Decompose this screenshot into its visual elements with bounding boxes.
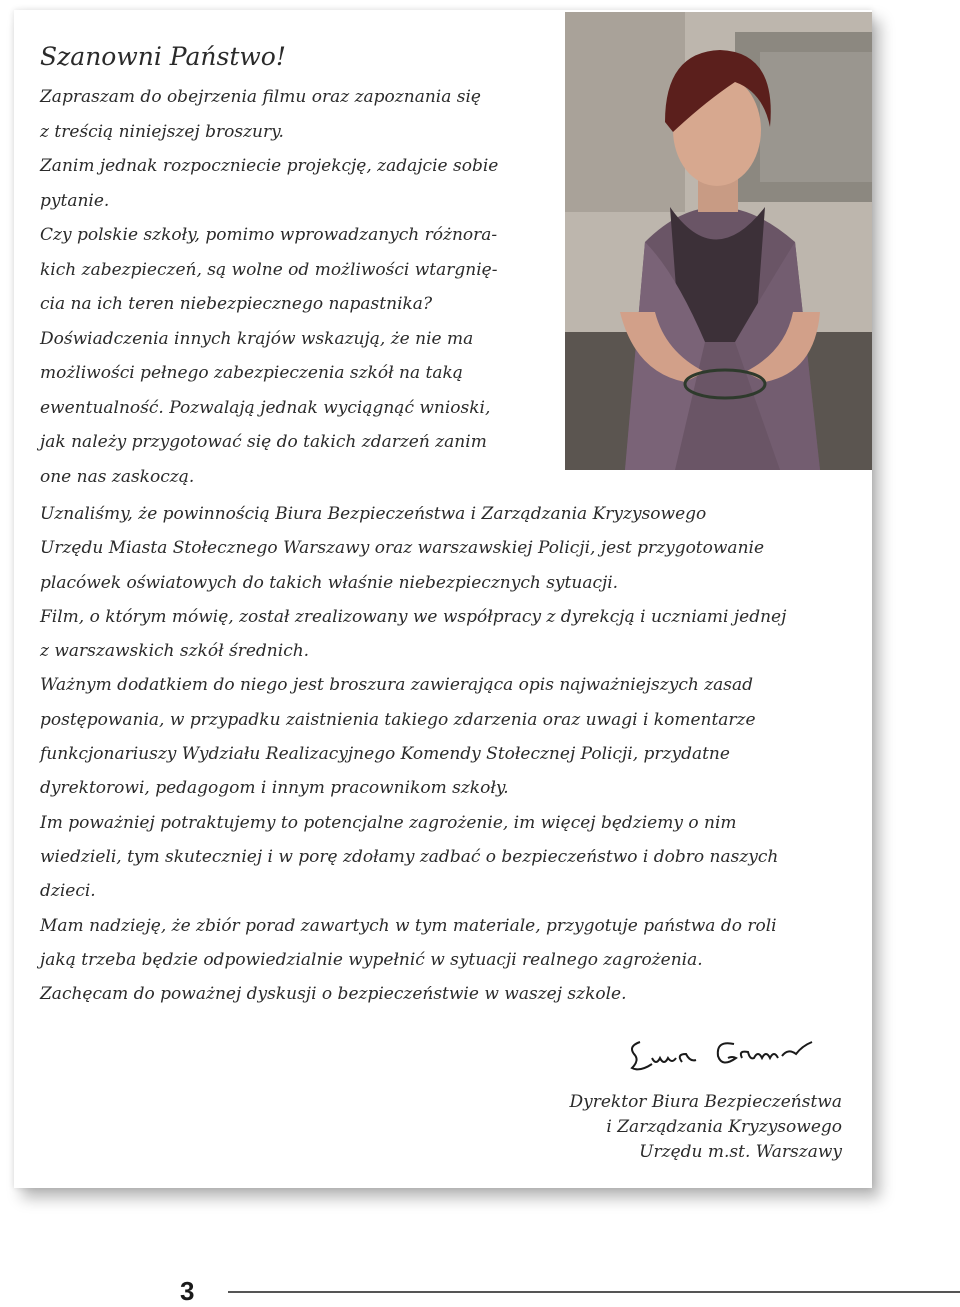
portrait-illustration [565,12,872,470]
signatory-line: Urzędu m.st. Warszawy [639,1142,842,1162]
signatory-line: Dyrektor Biura Bezpieczeństwa [569,1092,842,1112]
body-line: Uznaliśmy, że powinnością Biura Bezpieczeństwa i Zarządzania Kryzysowego [40,504,707,524]
body-line: dyrektorowi, pedagogom i innym pracownikom szkoły. [40,778,509,799]
body-line: postępowania, w przypadku zaistnienia takiego zdarzenia oraz uwagi i komentarze [40,709,756,730]
body-line: Mam nadzieję, że zbiór porad zawartych w tym materiale, przygotuje państwa do roli [40,915,777,936]
body-line: Im poważniej potraktujemy to potencjalne zagrożenie, im więcej będziemy o nim [40,812,737,833]
handwritten-signature [626,1028,826,1078]
body-line: funkcjonariuszy Wydziału Realizacyjnego Komendy Stołecznej Policji, przydatne [40,744,730,765]
page-number: 3 [180,1276,195,1306]
body-line: jaką trzeba będzie odpowiedzialnie wypełnić w sytuacji realnego zagrożenia. [40,949,703,970]
intro-line: Czy polskie szkoły, pomimo wprowadzanych różnora- [40,225,498,245]
portrait-photo [565,12,872,470]
body-line: wiedzieli, tym skuteczniej i w porę zdołamy zadbać o bezpieczeństwo i dobro naszych [40,846,779,867]
intro-line: ewentualność. Pozwalają jednak wyciągnąć wnioski, [40,397,491,418]
intro-line: możliwości pełnego zabezpieczenia szkół na taką [40,363,463,383]
body-line: dzieci. [40,881,96,902]
signature-drawing [626,1028,826,1078]
body-line: Ważnym dodatkiem do niego jest broszura zawierająca opis najważniejszych zasad [40,675,754,696]
intro-line: kich zabezpieczeń, są wolne od możliwości wtargnię- [40,259,498,280]
intro-line: cia na ich teren niebezpiecznego napastnika? [40,294,433,314]
body-line: Zachęcam do poważnej dyskusji o bezpieczeństwie w waszej szkole. [40,984,627,1005]
intro-line: one nas zaskoczą. [40,466,195,487]
intro-line: pytanie. [40,190,110,211]
greeting: Szanowni Państwo! [40,42,286,71]
intro-line: jak należy przygotować się do takich zdarzeń zanim [40,432,487,452]
body-line: placówek oświatowych do takich właśnie niebezpiecznych sytuacji. [40,572,619,593]
body-line: Film, o którym mówię, został zrealizowany we współpracy z dyrekcją i uczniami jednej [40,606,787,627]
intro-paragraph [40,80,540,494]
signatory-line: i Zarządzania Kryzysowego [606,1117,842,1137]
footer-rule [228,1291,960,1293]
intro-line: Zapraszam do obejrzenia filmu oraz zapoznania się [40,87,481,107]
body-line: Urzędu Miasta Stołecznego Warszawy oraz warszawskiej Policji, jest przygotowanie [40,538,765,559]
signatory-block [500,1090,842,1165]
intro-line: z treścią niniejszej broszury. [40,121,284,142]
body-paragraph [40,497,834,1011]
body-line: z warszawskich szkół średnich. [40,641,310,662]
intro-line: Doświadczenia innych krajów wskazują, że nie ma [40,328,474,349]
intro-line: Zanim jednak rozpoczniecie projekcję, zadajcie sobie [40,156,499,176]
